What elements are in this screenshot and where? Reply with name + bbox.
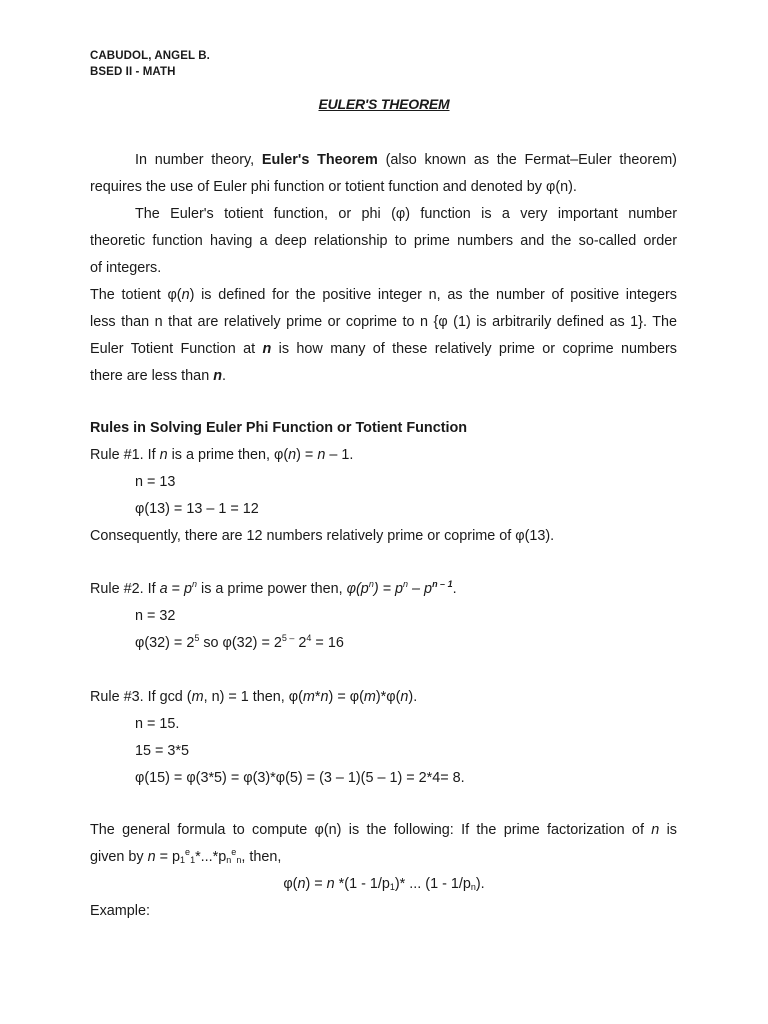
rule-2-statement: Rule #2. If $a = p^n$ is a prime power then, $\varphi(p^n) = p^n - p^{n - 1}$. bbox=[90, 579, 457, 597]
general-formula: φ(n) = n $*(1 - 1/p_1)*$ ... $(1 - 1/p_n)$. bbox=[283, 876, 485, 892]
rule-2-example-result: $\varphi(32) = 2^5$ so $\varphi(32) = 2^{5 -}$ $2^4 = 16$ bbox=[135, 633, 344, 651]
author-name: CABUDOL, ANGEL B. bbox=[90, 50, 210, 62]
rule-1-example-n: n = 13 bbox=[135, 474, 176, 490]
general-line-1: The general formula to compute φ(n) is the following: If the prime factorization of n is bbox=[90, 822, 677, 838]
general-line-2: given by $n = p_1^e_1*...*p_n^e_n$, then, bbox=[90, 847, 282, 865]
rule-1-example-result: φ(13) = 13 – 1 = 12 bbox=[135, 501, 259, 517]
rule-2-example-n: n = 32 bbox=[135, 608, 176, 624]
rule-3-example-factor: 15 = 3*5 bbox=[135, 743, 190, 759]
page-title: EULER'S THEOREM bbox=[318, 96, 450, 112]
rules-heading: Rules in Solving Euler Phi Function or Totient Function bbox=[90, 420, 468, 436]
intro-p2-line-2: theoretic function having a deep relationship to prime numbers and the so-called order bbox=[90, 233, 677, 249]
rule-1-statement: Rule #1. If n is a prime then, φ(n) = n – 1. bbox=[90, 447, 354, 463]
rule-3-statement: Rule #3. If gcd (m, n) = 1 then, φ(m*n) = φ(m)*φ(n). bbox=[90, 689, 418, 705]
rule-1-conclusion: Consequently, there are 12 numbers relatively prime or coprime of φ(13). bbox=[90, 528, 555, 544]
intro-p3-line-1: The totient φ(n) is defined for the positive integer n, as the number of positive integers bbox=[90, 287, 677, 303]
intro-line-2: requires the use of Euler phi function or totient function and denoted by φ(n). bbox=[90, 179, 577, 195]
course-label: BSED II - MATH bbox=[90, 66, 176, 78]
intro-line-1: In number theory, Euler's Theorem (also known as the Fermat–Euler theorem) bbox=[135, 152, 677, 168]
intro-p2-line-1: The Euler's totient function, or phi (φ) function is a very important number bbox=[135, 206, 677, 222]
intro-p3-line-3: Euler Totient Function at n is how many of these relatively prime or coprime numbers bbox=[90, 341, 678, 357]
rule-3-example-result: φ(15) = φ(3*5) = φ(3)*φ(5) = (3 – 1)(5 – 1) = 2*4= 8. bbox=[135, 770, 465, 786]
intro-p3-line-2: less than n that are relatively prime or coprime to n {φ (1) is arbitrarily defined as 1}. The bbox=[90, 314, 677, 330]
example-label: Example: bbox=[90, 903, 150, 919]
intro-p3-line-4: there are less than n. bbox=[90, 368, 226, 384]
rule-3-example-n: n = 15. bbox=[135, 716, 180, 732]
intro-p2-line-3: of integers. bbox=[90, 260, 162, 276]
